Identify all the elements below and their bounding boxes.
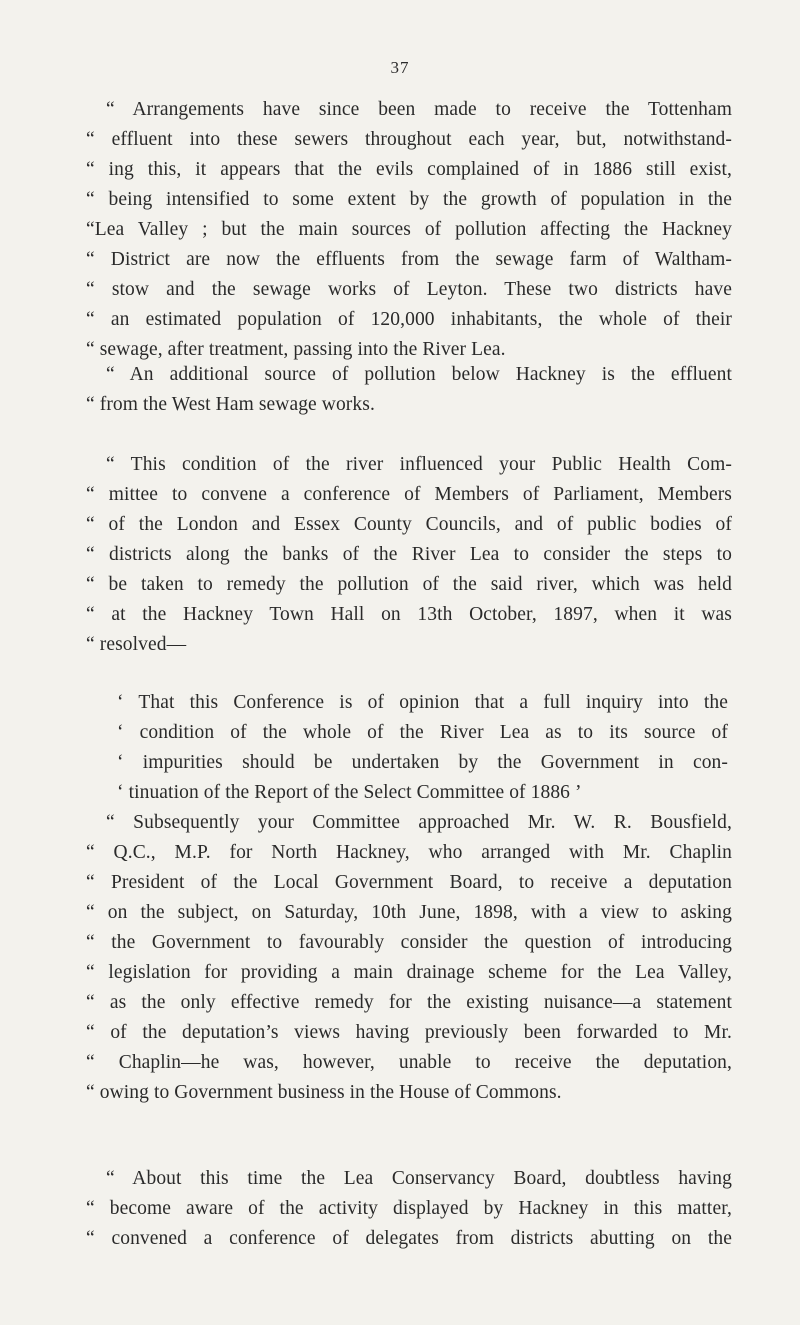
text-line: ‘ impurities should be undertaken by the Government in con- bbox=[117, 752, 728, 773]
paragraph-conference bbox=[86, 450, 732, 660]
paragraph-tottenham-effluent bbox=[86, 95, 732, 365]
text-line: “ the Government to favourably consider the question of introducing bbox=[86, 932, 732, 953]
paragraph-resolution-quote bbox=[117, 688, 728, 808]
text-line: “ districts along the banks of the River Lea to consider the steps to bbox=[86, 544, 732, 565]
page-number: 37 bbox=[390, 58, 410, 77]
text-line: “ Arrangements have since been made to receive the Tottenham bbox=[106, 99, 732, 120]
text-line: “ of the London and Essex County Councils, and of public bodies of bbox=[86, 514, 732, 535]
text-line: “ sewage, after treatment, passing into the River Lea. bbox=[86, 339, 506, 360]
text-line: “ An additional source of pollution below Hackney is the effluent bbox=[106, 364, 732, 385]
text-line: “Lea Valley ; but the main sources of pollution affecting the Hackney bbox=[86, 219, 732, 240]
paragraph-west-ham-effluent bbox=[86, 360, 732, 420]
text-line: “ as the only effective remedy for the existing nuisance—a statement bbox=[86, 992, 732, 1013]
text-line: ‘ tinuation of the Report of the Select Committee of 1886 ’ bbox=[117, 782, 582, 803]
paragraph-deputation bbox=[86, 808, 732, 1108]
text-line: ‘ condition of the whole of the River Lea as to its source of bbox=[117, 722, 728, 743]
text-line: “ legislation for providing a main drainage scheme for the Lea Valley, bbox=[86, 962, 732, 983]
text-line: “ of the deputation’s views having previously been forwarded to Mr. bbox=[86, 1022, 732, 1043]
text-line: “ Q.C., M.P. for North Hackney, who arranged with Mr. Chaplin bbox=[86, 842, 732, 863]
text-line: “ stow and the sewage works of Leyton. These two districts have bbox=[86, 279, 732, 300]
text-line: “ be taken to remedy the pollution of the said river, which was held bbox=[86, 574, 732, 595]
text-line: “ mittee to convene a conference of Members of Parliament, Members bbox=[86, 484, 732, 505]
text-line: “ About this time the Lea Conservancy Board, doubtless having bbox=[106, 1168, 732, 1189]
text-line: “ from the West Ham sewage works. bbox=[86, 394, 375, 415]
text-line: “ District are now the effluents from the sewage farm of Waltham- bbox=[86, 249, 732, 270]
text-line: “ This condition of the river influenced your Public Health Com- bbox=[106, 454, 732, 475]
text-line: “ effluent into these sewers throughout each year, but, notwithstand- bbox=[86, 129, 732, 150]
paragraph-lea-conservancy bbox=[86, 1164, 732, 1254]
text-line: ‘ That this Conference is of opinion that a full inquiry into the bbox=[117, 692, 728, 713]
text-line: “ resolved— bbox=[86, 634, 187, 655]
text-line: “ President of the Local Government Board, to receive a deputation bbox=[86, 872, 732, 893]
text-line: “ an estimated population of 120,000 inhabitants, the whole of their bbox=[86, 309, 732, 330]
text-line: “ Chaplin—he was, however, unable to receive the deputation, bbox=[86, 1052, 732, 1073]
text-line: “ owing to Government business in the House of Commons. bbox=[86, 1082, 562, 1103]
text-line: “ become aware of the activity displayed by Hackney in this matter, bbox=[86, 1198, 732, 1219]
text-line: “ convened a conference of delegates from districts abutting on the bbox=[86, 1228, 732, 1249]
text-line: “ on the subject, on Saturday, 10th June, 1898, with a view to asking bbox=[86, 902, 732, 923]
text-line: “ ing this, it appears that the evils complained of in 1886 still exist, bbox=[86, 159, 732, 180]
text-line: “ at the Hackney Town Hall on 13th October, 1897, when it was bbox=[86, 604, 732, 625]
text-line: “ Subsequently your Committee approached Mr. W. R. Bousfield, bbox=[106, 812, 732, 833]
text-line: “ being intensified to some extent by the growth of population in the bbox=[86, 189, 732, 210]
